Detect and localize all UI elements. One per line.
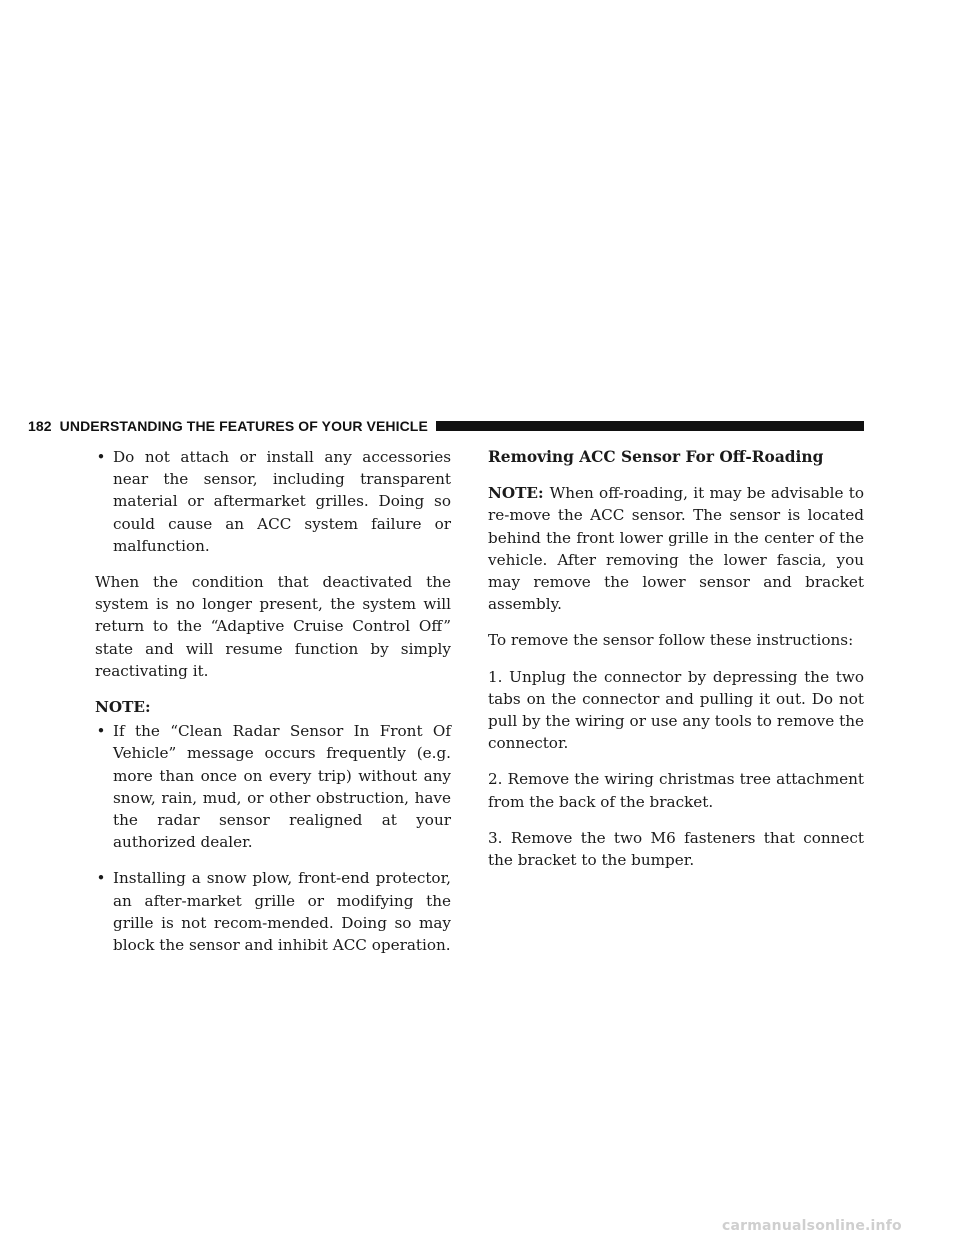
watermark: carmanualsonline.info [722, 1218, 902, 1234]
step-1: 1. Unplug the connector by depressing the two tabs on the connector and pulling it out. Do not pull by the wiring or use any tools to remove the connector. [488, 667, 864, 753]
note-text: When off-roading, it may be advisable to re-move the ACC sensor. The sensor is located behind the front lower grille in the center of the vehicle. After removing the lower fascia, you may remove the lower sensor and bracket assembly. [488, 484, 864, 614]
section-title: UNDERSTANDING THE FEATURES OF YOUR VEHICLE [59, 418, 428, 434]
note-paragraph [488, 482, 864, 615]
page-header [28, 416, 864, 436]
right-column [488, 446, 864, 885]
bullet-icon: • [96, 448, 106, 466]
note-label: NOTE: [488, 484, 544, 503]
page-number: 182 [28, 418, 52, 434]
bullet-text: Do not attach or install any accessories near the sensor, including transparent material or aftermarket grilles. Doing so could cause an ACC system failure or malfunction. [113, 448, 451, 555]
bullet-icon: • [96, 722, 106, 741]
bullet-item [95, 867, 451, 956]
step-3: 3. Remove the two M6 fasteners that connect the bracket to the bumper. [488, 828, 864, 870]
bullet-item [95, 446, 451, 557]
bullet-text: If the “Clean Radar Sensor In Front Of Vehicle” message occurs frequently (e.g. more than once on every trip) without any snow, rain, mud, or other obstruction, have the radar sensor realigned at your authorized dealer. [113, 722, 451, 852]
bullet-icon: • [96, 869, 106, 888]
note-heading: NOTE: [95, 698, 151, 717]
step-2: 2. Remove the wiring christmas tree attachment from the back of the bracket. [488, 770, 864, 811]
bullet-text: Installing a snow plow, front-end protector, an after-market grille or modifying the grille is not recom-mended. Doing so may block the sensor and inhibit ACC operation. [113, 869, 451, 955]
left-column [95, 446, 451, 970]
instructions-intro: To remove the sensor follow these instructions: [488, 631, 854, 650]
header-rule [436, 421, 864, 431]
bullet-item [95, 720, 451, 853]
section-subheading: Removing ACC Sensor For Off-Roading [488, 448, 824, 466]
paragraph: When the condition that deactivated the system is no longer present, the system will return to the “Adaptive Cruise Control Off” state and will resume function by simply reactivating it. [95, 573, 451, 680]
